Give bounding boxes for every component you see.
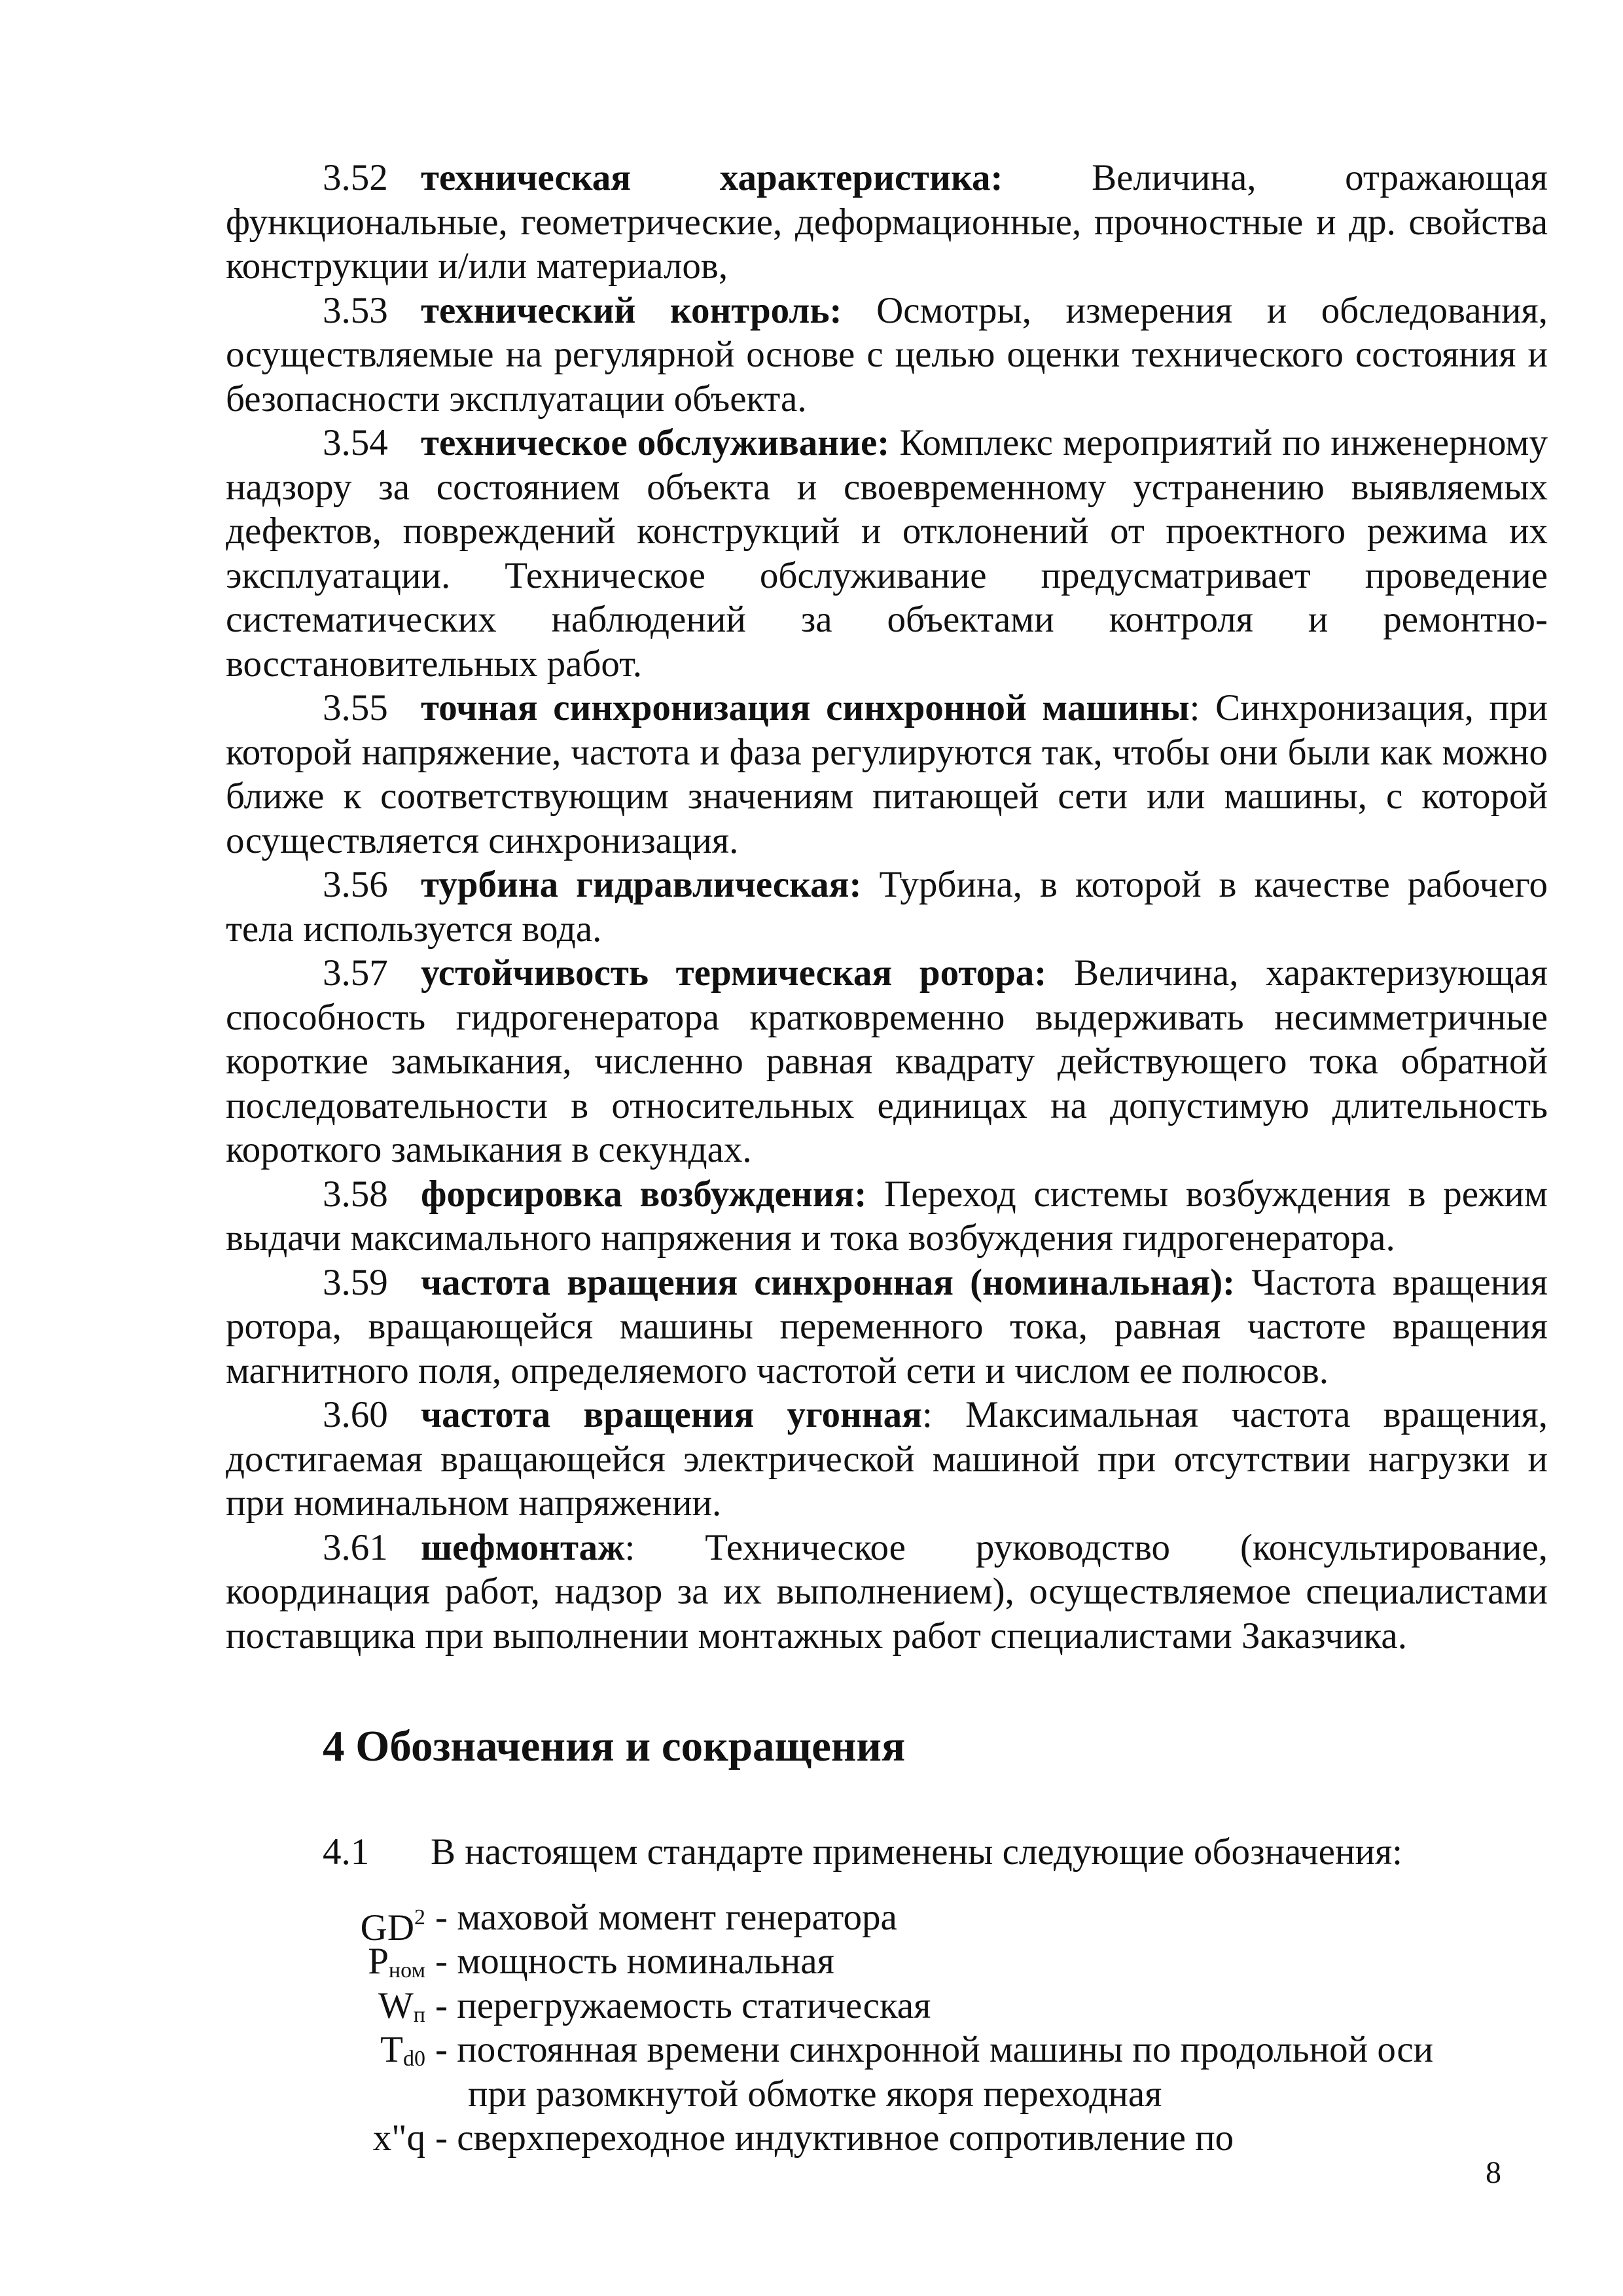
- term-entry: [226, 686, 1548, 863]
- term-number: 3.61: [323, 1526, 388, 1568]
- clause-number: 4.1: [323, 1831, 370, 1873]
- term-entry: [226, 1172, 1548, 1261]
- term-name: точная синхронизация синхронной машины: [421, 687, 1190, 728]
- symbol-description: - маховой момент генератора: [435, 1896, 897, 1938]
- document-body: [226, 156, 1548, 2161]
- term-definition: : Максимальная частота вращения, достигаемая вращающейся электрической машиной при отсутствии нагрузки и при номинальном напряжении.: [226, 1394, 1548, 1524]
- term-name: частота вращения угонная: [421, 1394, 923, 1435]
- term-name: частота вращения синхронная (номинальная):: [421, 1261, 1236, 1303]
- term-definition: Переход системы возбуждения в режим выдачи максимального напряжения и тока возбуждения гидрогенератора.: [226, 1173, 1548, 1259]
- symbol-subscript: d0: [403, 2047, 425, 2071]
- term-name: устойчивость термическая ротора:: [421, 952, 1047, 994]
- term-name: техническое обслуживание:: [421, 422, 890, 463]
- symbol-base: T: [380, 2029, 403, 2070]
- symbol-base: W: [378, 1984, 414, 2026]
- term-definition: Комплекс мероприятий по инженерному надзору за состоянием объекта и своевременному устранению выявляемых дефектов, повреждений конструкций и отклонений от проектного режима их эксплуатации. Техническое обслуживание предусматривает проведение систематических наблюдений за объектами контроля и ремонтно-восстановительных работ.: [226, 422, 1548, 685]
- term-number: 3.59: [323, 1261, 388, 1303]
- symbol-base: GD: [360, 1907, 414, 1948]
- term-entry: [226, 1526, 1548, 1659]
- term-entry: [226, 421, 1548, 686]
- term-definition: : Синхронизация, при которой напряжение, частота и фаза регулируются так, чтобы они были как можно ближе к соответствующим значениям питающей сети или машины, с которой осуществляется синхронизация.: [226, 687, 1548, 861]
- page-number: 8: [1486, 2155, 1501, 2190]
- term-name: технический контроль:: [421, 289, 842, 331]
- term-name: форсировка возбуждения:: [421, 1173, 867, 1215]
- symbol-subscript: п: [413, 2002, 425, 2027]
- symbol-row: [226, 2028, 1548, 2072]
- symbol-description-continuation: при разомкнутой обмотке якоря переходная: [468, 2073, 1162, 2115]
- term-entry: [226, 1393, 1548, 1526]
- clause-text: В настоящем стандарте применены следующие обозначения:: [431, 1831, 1403, 1873]
- symbol-list: [226, 1895, 1548, 2161]
- term-entry: [226, 951, 1548, 1172]
- symbol-description: - постоянная времени синхронной машины по продольной оси: [435, 2029, 1434, 2070]
- term-entry: [226, 1261, 1548, 1393]
- term-definition: Частота вращения ротора, вращающейся машины переменного тока, равная частоте вращения магнитного поля, определяемого частотой сети и числом ее полюсов.: [226, 1261, 1548, 1391]
- term-number: 3.57: [323, 952, 388, 994]
- term-entry: [226, 156, 1548, 289]
- term-entry: [226, 289, 1548, 422]
- term-name: шефмонтаж: [421, 1526, 625, 1568]
- term-number: 3.53: [323, 289, 388, 331]
- symbol-row: [226, 1984, 1548, 2028]
- term-name: турбина гидравлическая:: [421, 864, 862, 905]
- symbol-description: - мощность номинальная: [435, 1941, 834, 1982]
- symbol-row: [226, 1939, 1548, 1984]
- term-number: 3.56: [323, 864, 388, 905]
- section-heading: 4 Обозначения и сокращения: [323, 1722, 906, 1770]
- symbol-subscript: ном: [388, 1958, 425, 1982]
- term-number: 3.52: [323, 157, 388, 198]
- section-intro: [323, 1830, 1548, 1874]
- term-number: 3.55: [323, 687, 388, 728]
- symbol-superscript: 2: [414, 1905, 425, 1929]
- symbol-description: - перегружаемость статическая: [435, 1984, 931, 2026]
- term-name: техническая характеристика:: [421, 157, 1003, 198]
- term-number: 3.60: [323, 1394, 388, 1435]
- term-number: 3.58: [323, 1173, 388, 1215]
- symbol-row-continuation: [226, 2072, 1548, 2117]
- term-entry: [226, 863, 1548, 951]
- term-definition: : Техническое руководство (консультирование, координация работ, надзор за их выполнением), осуществляемое специалистами поставщика при выполнении монтажных работ специалистами Заказчика.: [226, 1526, 1548, 1657]
- term-definition: Осмотры, измерения и обследования, осуществляемые на регулярной основе с целью оценки технического состояния и безопасности эксплуатации объекта.: [226, 289, 1548, 420]
- term-definition: Величина, отражающая функциональные, геометрические, деформационные, прочностные и др. свойства конструкции и/или материалов,: [226, 157, 1548, 287]
- symbol: [373, 2116, 425, 2161]
- symbol-base: x"q: [372, 2117, 425, 2159]
- term-definition: Турбина, в которой в качестве рабочего тела используется вода.: [226, 864, 1548, 950]
- term-number: 3.54: [323, 422, 388, 463]
- symbol-row: [226, 2116, 1548, 2161]
- symbol-description: - сверхпереходное индуктивное сопротивление по: [435, 2117, 1234, 2159]
- term-definition: Величина, характеризующая способность гидрогенератора кратковременно выдерживать несимметричные короткие замыкания, численно равная квадрату действующего тока обратной последовательности в относительных единицах на допустимую длительность короткого замыкания в секундах.: [226, 952, 1548, 1170]
- symbol-row: [226, 1895, 1548, 1948]
- symbol-base: P: [368, 1941, 389, 1982]
